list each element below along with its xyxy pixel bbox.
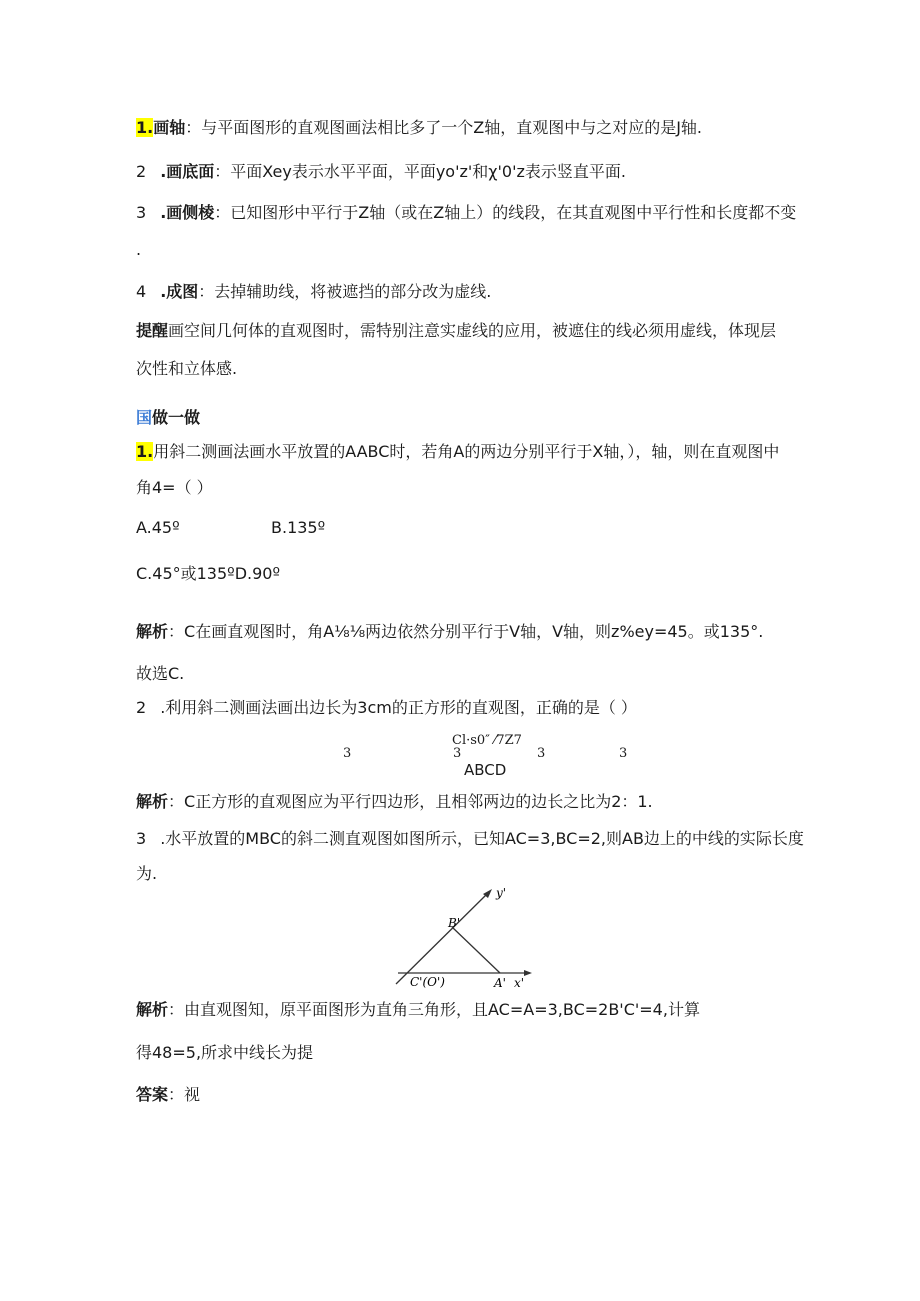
q1-option-cd: C.45°或135ºD.90º [136,564,281,583]
step-4-text: ：去掉辅助线，将被遮挡的部分改为虚线. [198,282,492,301]
q3-answer-text: ：视 [168,1085,201,1104]
step-1-text: ：与平面图形的直观图画法相比多了一个Z轴，直观图中与之对应的是J轴. [185,118,703,137]
step-3 [136,203,796,223]
q3-analysis-text: ：由直观图知，原平面图形为直角三角形，且AC=A=3,BC=2B'C'=4,计算 [168,1000,700,1019]
q2-figure-num: 3 [453,746,462,761]
step-3-number: 3 [136,203,147,222]
q1-line-2: 角4=（ ） [136,478,213,497]
q2-figure-caption: Cl·s0″ ⁄7Z7 [452,733,522,748]
q1-number: 1. [136,442,154,461]
tip-text-1: 画空间几何体的直观图时，需特别注意实虚线的应用，被遮住的线必须用虚线，体现层 [168,321,777,340]
q3-line-1 [136,829,804,849]
q2-text: .利用斜二测画法画出边长为3cm的正方形的直观图，正确的是（ ） [160,698,637,717]
point-c-label: C'(O') [410,975,445,989]
q2-analysis-label: 解析 [136,792,169,811]
x-axis-arrow-icon [524,970,532,976]
point-a-label: A' [494,976,506,990]
practice-icon: 国 [136,408,153,427]
q3-answer-label: 答案 [136,1085,169,1104]
q2-figure-num: 3 [619,746,628,761]
y-axis-line [396,894,487,984]
q1-line-1 [136,442,779,462]
x-axis-label: x' [514,976,525,990]
q1-analysis [136,622,763,642]
q2-figure-labels: ABCD [464,761,507,779]
q2-analysis-text: ：C正方形的直观图应为平行四边形，且相邻两边的边长之比为2：1. [168,792,653,811]
step-3-label: .画侧棱 [160,203,215,222]
step-2-text: ：平面Xey表示水平平面，平面yo'z'和χ'0'z表示竖直平面. [214,162,626,181]
q3-text-1: .水平放置的MBC的斜二测直观图如图所示，已知AC=3,BC=2,则AB边上的中线的实际长度 [160,829,804,848]
q1-option-a: A.45º [136,518,180,537]
q1-analysis-label: 解析 [136,622,169,641]
section-heading [136,408,200,428]
q2-analysis [136,792,653,812]
step-2-label: .画底面 [160,162,215,181]
q3-answer [136,1085,200,1105]
step-4 [136,282,491,302]
q1-text-1: 用斜二测画法画水平放置的AABC时，若角A的两边分别平行于X轴，），轴，则在直观图中 [153,442,780,461]
q2-line [136,698,637,718]
q3-figure [392,880,542,990]
y-axis-label: y' [496,886,507,900]
q2-figure-num: 3 [537,746,546,761]
tip-line-1 [136,321,776,341]
q3-analysis-label: 解析 [136,1000,169,1019]
q1-analysis-text: ：C在画直观图时，角A⅛⅛两边依然分别平行于V轴，V轴，则z%ey=45。或135°. [168,622,764,641]
step-2-number: 2 [136,162,147,181]
q1-option-b: B.135º [271,518,326,537]
segment-b-a [452,927,500,973]
section-title: 做一做 [152,408,201,427]
step-1-label: 画轴 [153,118,186,137]
tip-label: 提醒 [136,321,169,340]
step-3-tail: . [136,240,142,259]
step-4-label: .成图 [160,282,199,301]
q3-analysis-2: 得48=5,所求中线长为提 [136,1043,314,1062]
step-2 [136,162,626,182]
step-1 [136,118,702,138]
q3-number: 3 [136,829,147,848]
step-1-number: 1. [136,118,154,137]
step-4-number: 4 [136,282,147,301]
point-b-label: B' [448,916,461,930]
q3-analysis [136,1000,700,1020]
step-3-text: ：已知图形中平行于Z轴（或在Z轴上）的线段，在其直观图中平行性和长度都不变 [214,203,797,222]
tip-line-2: 次性和立体感. [136,359,238,378]
q2-number: 2 [136,698,147,717]
q1-conclusion: 故选C. [136,664,185,683]
q2-figure-num: 3 [343,746,352,761]
q3-line-2: 为. [136,864,158,883]
